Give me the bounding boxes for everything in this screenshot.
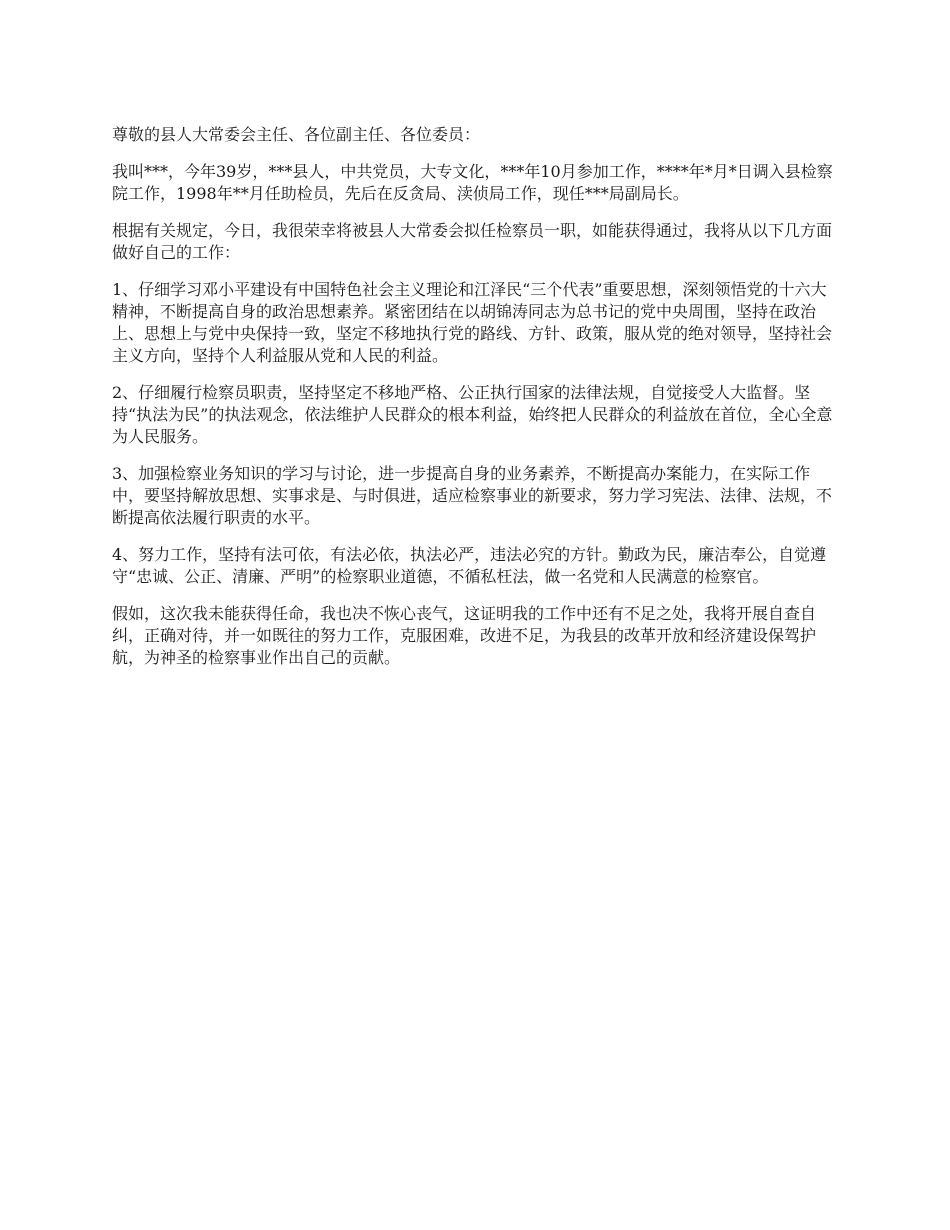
paragraph-point-3: 3、加强检察业务知识的学习与讨论，进一步提高自身的业务素养，不断提高办案能力，在实际工作中，要坚持解放思想、实事求是、与时俱进，适应检察事业的新要求，努力学习宪法、法律、法规，不断提高依法履行职责的水平。 xyxy=(112,464,833,527)
paragraph-point-1: 1、仔细学习邓小平建设有中国特色社会主义理论和江泽民“三个代表”重要思想，深刻领悟党的十六大精神，不断提高自身的政治思想素养。紧密团结在以胡锦涛同志为总书记的党中央周围，坚持在政治上、思想上与党中央保持一致，坚定不移地执行党的路线、方针、政策，服从党的绝对领导，坚持社会主义方向，坚持个人利益服从党和人民的利益。 xyxy=(112,280,833,365)
document-body xyxy=(112,124,840,684)
paragraph-closing: 假如，这次我未能获得任命，我也决不恢心丧气，这证明我的工作中还有不足之处，我将开展自查自纠，正确对待，并一如既往的努力工作，克服困难，改进不足，为我县的改革开放和经济建设保驾护航，为神圣的检察事业作出自己的贡献。 xyxy=(112,604,817,667)
paragraph-self-introduction: 我叫***，今年39岁，***县人，中共党员，大专文化，***年10月参加工作，****年*月*日调入县检察院工作，1998年**月任助检员，先后在反贪局、渎侦局工作，现任***局副局长。 xyxy=(112,162,833,203)
salutation: 尊敬的县人大常委会主任、各位副主任、各位委员： xyxy=(112,125,481,144)
paragraph-point-4: 4、努力工作，坚持有法可依，有法必依，执法必严，违法必究的方针。勤政为民，廉洁奉公，自觉遵守“忠诚、公正、清廉、严明”的检察职业道德，不循私枉法，做一名党和人民满意的检察官。 xyxy=(112,545,827,586)
paragraph-appointment: 根据有关规定，今日，我很荣幸将被县人大常委会拟任检察员一职，如能获得通过，我将从以下几方面做好自己的工作： xyxy=(112,221,833,262)
paragraph-point-2: 2、仔细履行检察员职责，坚持坚定不移地严格、公正执行国家的法律法规，自觉接受人大监督。坚持“执法为民”的执法观念，依法维护人民群众的根本利益，始终把人民群众的利益放在首位，全心全意为人民服务。 xyxy=(112,383,833,446)
